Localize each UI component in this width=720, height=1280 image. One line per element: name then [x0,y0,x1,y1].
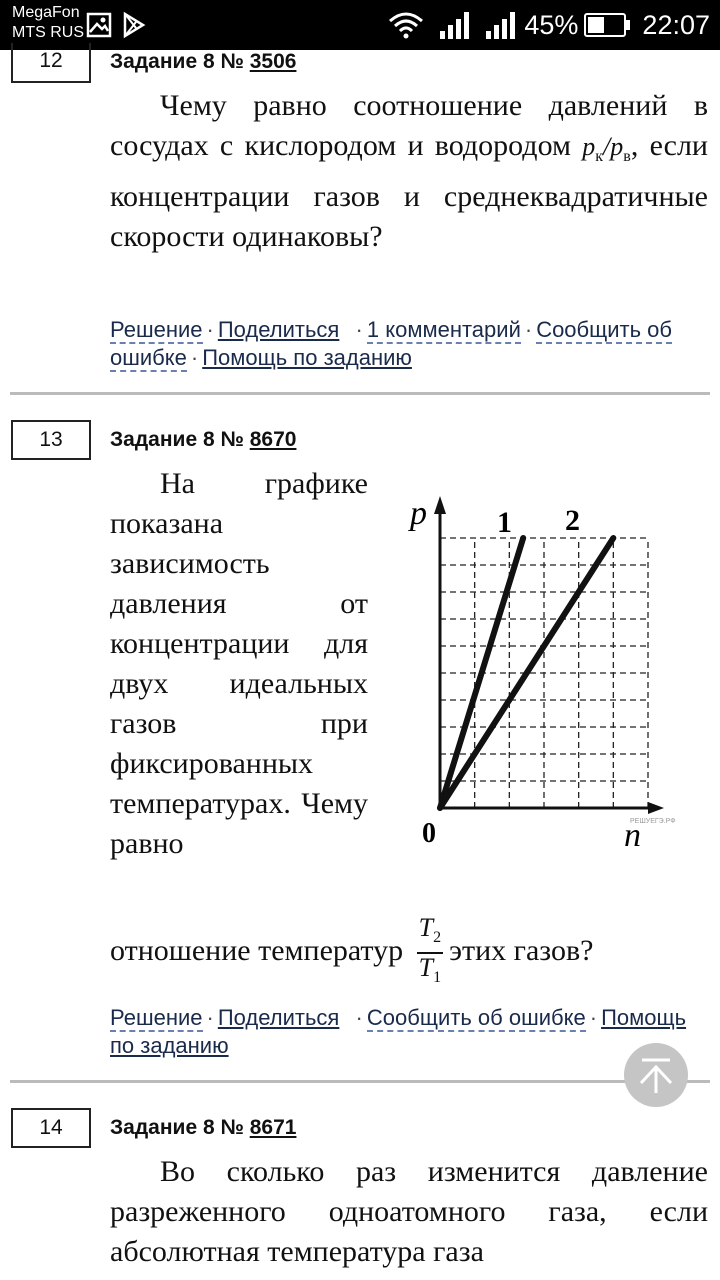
task-id-link[interactable]: 8670 [249,428,297,451]
y-axis-arrow [434,496,446,514]
x-axis-arrow [648,802,664,814]
share-link[interactable]: Поделиться [217,317,340,342]
origin-label: 0 [422,818,436,849]
task-text-part: отношение температур [110,934,404,968]
battery-fill [588,17,603,33]
task-text: Во сколько раз изменится давление разреженного одноатомного газа, если абсолютная температура газа [110,1155,708,1268]
task-text-part: Чему равно соотношение давлений в сосудах с кислородом и водородом [110,89,708,162]
task-header [110,1116,296,1140]
share-link[interactable]: Поделиться [217,1005,340,1030]
comments-link[interactable]: 1 комментарий [366,317,521,342]
task-number-12: 12 [11,43,91,83]
battery-icon [584,13,626,37]
divider [10,392,710,395]
frac-num-sub: 2 [433,929,442,947]
divider [10,1080,710,1083]
frac-den-sub: 1 [433,969,442,987]
task-links: Решение · Поделиться · 1 комментарий · Сообщить об ошибке · Помощь по заданию [110,317,673,370]
task-links: Решение · Поделиться · Сообщить об ошибке · Помощь по заданию [110,1005,687,1058]
frac-den: T [418,953,434,983]
line-2-label: 2 [565,504,580,537]
pressure-concentration-graph [398,490,698,860]
solution-link[interactable]: Решение [110,317,203,342]
wifi-icon [388,11,424,39]
task-header [110,428,296,452]
x-axis-label: n [624,817,641,854]
ratio-sub2: в [623,148,631,166]
ratio-p1: p [582,132,596,161]
signal-1-icon [438,11,470,39]
solution-link[interactable]: Решение [110,1005,203,1030]
task-id-link[interactable]: 8671 [249,1116,297,1139]
ratio-p2: p [610,132,624,161]
temperature-fraction [417,914,443,992]
task-text-part: , если концентрации газов и среднеквадратичные скорости одинаковы? [110,129,708,254]
task-number-14: 14 [11,1108,91,1148]
task-text: На графике показана зависимость давления от концентрации для двух идеальных газов при фиксированных температурах. Чему равно [110,467,368,860]
task-header [110,50,296,74]
carrier-1: MegaFon [12,4,80,21]
task-title: Задание 8 № [110,50,244,73]
task-number-13: 13 [11,420,91,460]
task-title: Задание 8 № [110,1116,244,1139]
scroll-to-top-button[interactable] [624,1043,688,1107]
help-link[interactable]: Помощь по заданию [202,345,412,370]
task-text [110,86,708,257]
report-error-link[interactable]: Сообщить об ошибке [366,1005,586,1030]
pressure-ratio: $p_к/p_в$ [582,132,631,166]
clock: 22:07 [642,10,710,40]
graph-grid [440,538,648,808]
ratio-sub1: к [595,148,604,166]
task-text-line2 [110,914,710,992]
arrow-up-icon [624,1043,688,1107]
signal-2-icon [484,11,516,39]
frac-num: T [418,913,434,942]
watermark: РЕШУЕГЭ.РФ [630,818,676,825]
image-icon [86,10,112,40]
carrier-2: MTS RUS [12,24,84,41]
help-link[interactable]: Помощь по заданию [110,1005,687,1058]
status-bar [0,0,720,50]
y-axis-label: p [410,495,427,532]
task-text-part: этих газов? [449,934,594,968]
play-store-icon [122,10,146,40]
task-id-link[interactable]: 3506 [249,50,297,73]
battery-percent: 45% [524,10,579,40]
task-title: Задание 8 № [110,428,244,451]
line-1-label: 1 [497,506,512,539]
report-error-link[interactable]: Сообщить об ошибке [110,317,673,370]
carrier-info [12,3,84,43]
